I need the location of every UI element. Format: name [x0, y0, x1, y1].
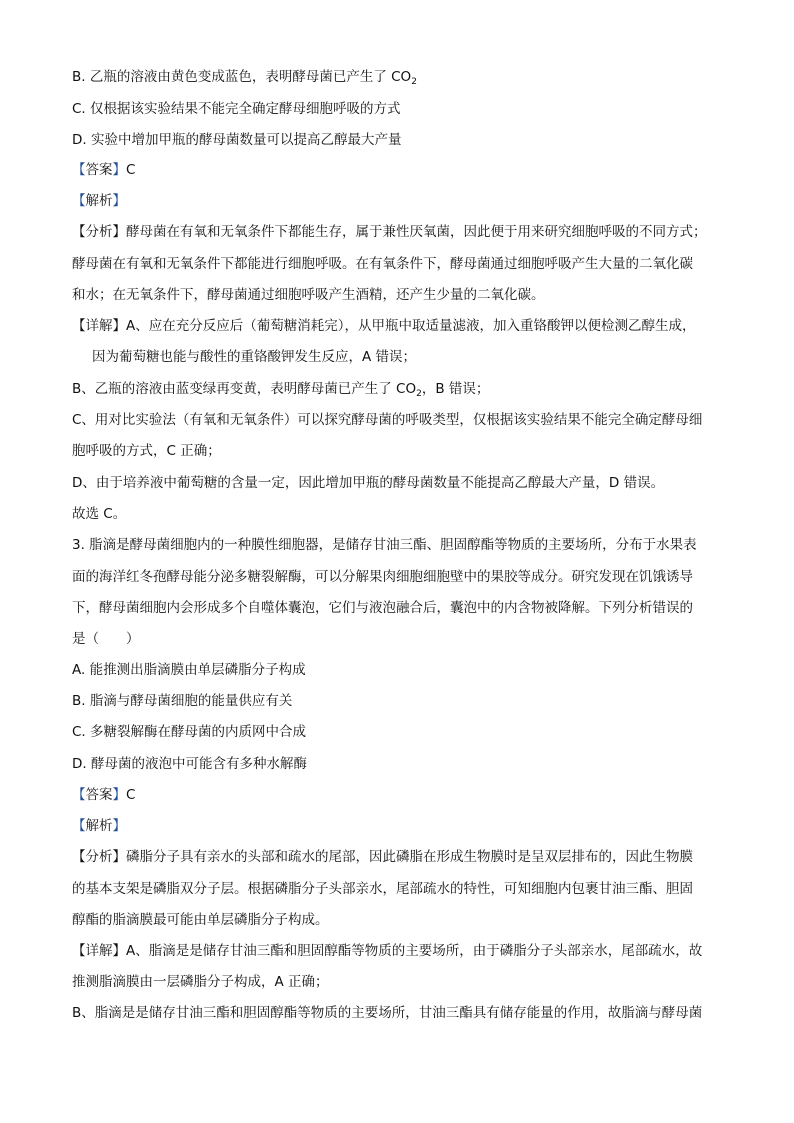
- detail-a-line-2: 因为葡萄糖也能与酸性的重铬酸钾发生反应，A 错误；: [92, 349, 417, 365]
- question3-answer-label: 【答案】C: [72, 787, 136, 803]
- analysis-fenxi-line-3: 和水；在无氧条件下，酵母菌通过细胞呼吸产生酒精，还产生少量的二氧化碳。: [72, 287, 545, 303]
- question3-fenxi-line-1: 【分析】磷脂分子具有亲水的头部和疏水的尾部，因此磷脂在形成生物膜时是呈双层排布的，因此生物膜: [72, 849, 693, 865]
- detail-c-line-1: C、用对比实验法（有氧和无氧条件）可以探究酵母菌的呼吸类型，仅根据该实验结果不能完全确定酵母细: [72, 412, 703, 428]
- question3-detail-b-line-1: B、脂滴是是储存甘油三酯和胆固醇酯等物质的主要场所，甘油三酯具有储存能量的作用，故脂滴与酵母菌: [72, 1005, 703, 1021]
- analysis-fenxi-line-1: 【分析】酵母菌在有氧和无氧条件下都能生存，属于兼性厌氧菌，因此便于用来研究细胞呼吸的不同方式；: [72, 224, 707, 240]
- question3-fenxi-line-2: 的基本支架是磷脂双分子层。根据磷脂分子头部亲水，尾部疏水的特性，可知细胞内包裹甘油三酯、胆固: [72, 881, 693, 897]
- analysis-label: 【解析】: [72, 193, 126, 209]
- answer-value: C: [126, 162, 136, 178]
- question3-option-c: C. 多糖裂解酶在酵母菌的内质网中合成: [72, 724, 307, 740]
- question3-stem-line-2: 面的海洋红冬孢酵母能分泌多糖裂解酶，可以分解果肉细胞细胞壁中的果胶等成分。研究发现在饥饿诱导: [72, 569, 693, 585]
- option-b-line: [72, 67, 417, 87]
- question3-stem-line-3: 下，酵母菌细胞内会形成多个自噬体囊泡，它们与液泡融合后，囊泡中的内含物被降解。下列分析错误的: [72, 600, 693, 616]
- co2-subscript: 2: [411, 77, 417, 87]
- option-b-text: B. 乙瓶的溶液由黄色变成蓝色，表明酵母菌已产生了 CO: [72, 69, 412, 85]
- question3-stem-line-4: 是（ ）: [72, 631, 140, 647]
- question3-analysis-label: 【解析】: [72, 818, 126, 834]
- option-c-line: C. 仅根据该实验结果不能完全确定酵母细胞呼吸的方式: [72, 101, 401, 117]
- question3-answer-value: C: [126, 787, 136, 803]
- detail-c-line-2: 胞呼吸的方式，C 正确；: [72, 443, 221, 459]
- question3-detail-a-line-1: 【详解】A、脂滴是是储存甘油三酯和胆固醇酯等物质的主要场所，由于磷脂分子头部亲水，尾部疏水，故: [72, 943, 703, 959]
- analysis-fenxi-line-2: 酵母菌在有氧和无氧条件下都能进行细胞呼吸。在有氧条件下，酵母菌通过细胞呼吸产生大量的二氧化碳: [72, 256, 693, 272]
- detail-b-line: B、乙瓶的溶液由蓝变绿再变黄，表明酵母菌已产生了 $CO_2$，B 错误；: [72, 381, 490, 399]
- detail-a-line-1: 【详解】A、应在充分反应后（葡萄糖消耗完），从甲瓶中取适量滤液，加入重铬酸钾以便检测乙醇生成，: [72, 318, 696, 334]
- question3-detail-a-line-2: 推测脂滴膜由一层磷脂分子构成，A 正确；: [72, 974, 329, 990]
- detail-d-line: D、由于培养液中葡萄糖的含量一定，因此增加甲瓶的酵母菌数量不能提高乙醇最大产量，D 错误。: [72, 475, 665, 491]
- conclusion-line: 故选 C。: [72, 506, 127, 522]
- answer-label: 【答案】C: [72, 162, 136, 178]
- question3-option-a: A. 能推测出脂滴膜由单层磷脂分子构成: [72, 662, 306, 678]
- option-d-line: D. 实验中增加甲瓶的酵母菌数量可以提高乙醇最大产量: [72, 132, 402, 148]
- fenxi-label: 【分析】: [72, 224, 126, 240]
- question3-option-d: D. 酵母菌的液泡中可能含有多种水解酶: [72, 756, 307, 772]
- question3-fenxi-line-3: 醇酯的脂滴膜最可能由单层磷脂分子构成。: [72, 912, 329, 928]
- question3-stem-line-1: 3. 脂滴是酵母菌细胞内的一种膜性细胞器，是储存甘油三酯、胆固醇酯等物质的主要场所，分布于水果表: [72, 537, 697, 553]
- xiangjie-label: 【详解】: [72, 318, 126, 334]
- question3-option-b: B. 脂滴与酵母菌细胞的能量供应有关: [72, 693, 293, 709]
